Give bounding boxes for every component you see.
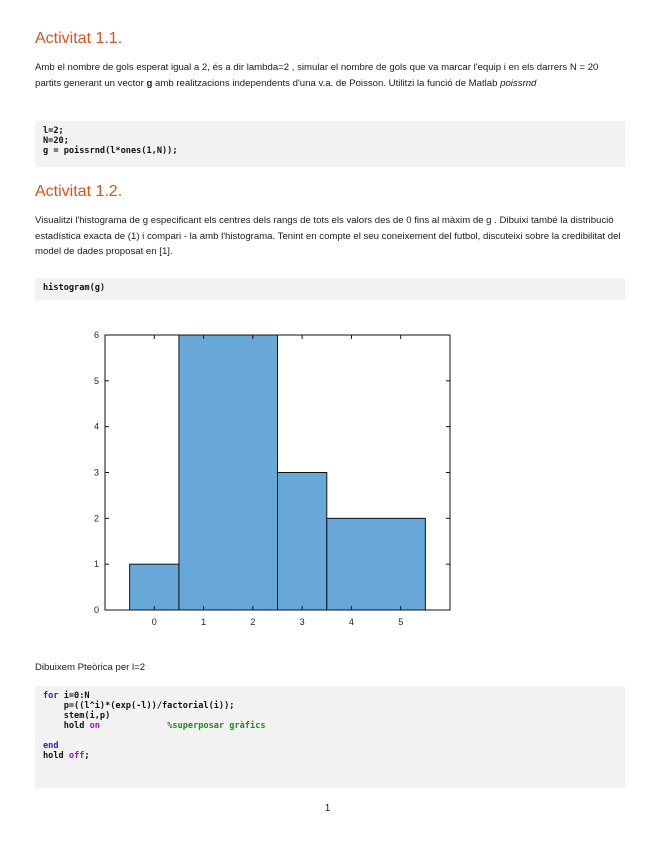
code-line: [43, 691, 617, 701]
code-text: hold: [43, 751, 69, 761]
code-block-1: [35, 121, 625, 167]
code-text: stem(i,p): [43, 711, 111, 721]
code-line: histogram(g): [43, 283, 106, 293]
code-block-2: [35, 278, 625, 300]
code-line: [43, 731, 617, 741]
histogram-bar-0: [130, 564, 179, 610]
code-text: p=((l^i)*(exp(-l))/factorial(i));: [43, 701, 235, 711]
x-tick-label: 4: [348, 617, 354, 627]
code-keyword: for: [43, 691, 59, 701]
x-tick-label: 2: [250, 617, 256, 627]
activity-1-1-text: [35, 60, 625, 91]
code-keyword: off: [68, 751, 85, 761]
figure-caption: Dibuixem Pteòrica per l=2: [35, 662, 146, 673]
code-text: i=0:N: [58, 691, 90, 701]
bold-vector-name: g: [146, 77, 153, 89]
code-comment: %superposar gràfics: [167, 721, 266, 731]
histogram-bar-3: [327, 518, 426, 610]
y-tick-label: 0: [93, 605, 99, 615]
code-text: hold: [43, 721, 90, 731]
code-line: l=2;: [43, 126, 64, 136]
x-tick-label: 3: [299, 617, 305, 627]
code-text: ;: [84, 751, 90, 761]
code-text: [100, 721, 167, 731]
section-heading-1-1: Activitat 1.1.: [35, 30, 123, 47]
y-tick-label: 1: [93, 559, 99, 570]
code-line: [43, 741, 617, 751]
code-line: [43, 721, 617, 731]
code-line: [43, 701, 617, 711]
code-keyword: end: [43, 741, 59, 751]
text-part: Amb el nombre de gols esperat igual a 2, és a dir lambda=2 , simular el nombre de gols que va marcar l'equip i en els darrers N = 20 partits generant un vector: [35, 62, 599, 89]
histogram-bar-1: [179, 335, 278, 610]
x-tick-label: 0: [151, 617, 157, 627]
histogram-chart: [60, 325, 480, 635]
text-part: amb realitzacions independents d'una v.a. de Poisson. Utilitzi la funció de Matlab: [152, 77, 501, 89]
histogram-bar-2: [278, 473, 327, 611]
function-name: poissrnd: [500, 77, 537, 89]
page-number: 1: [324, 803, 331, 814]
y-tick-label: 2: [93, 513, 99, 524]
y-tick-label: 5: [93, 375, 99, 386]
code-line: [43, 751, 617, 761]
activity-1-2-text: Visualitzi l'histograma de g especificant els centres dels rangs de tots els valors des de 0 fins al màxim de g . Dibuixi també la distribució estadística exacta de (1) i compari - la amb l'histograma. Tenint en compte el seu coneixement del futbol, discuteixi sobre la credibilitat del model de dades proposat en [1].: [35, 215, 621, 257]
code-line: [43, 711, 617, 721]
x-tick-label: 5: [398, 617, 404, 627]
code-line: N=20;: [43, 136, 69, 146]
y-tick-label: 4: [93, 421, 99, 432]
y-tick-label: 6: [93, 330, 99, 340]
x-tick-label: 1: [201, 617, 207, 627]
code-keyword: on: [89, 721, 100, 731]
code-line: g = poissrnd(l*ones(1,N));: [43, 146, 178, 156]
y-tick-label: 3: [93, 467, 99, 478]
section-heading-1-2: Activitat 1.2.: [35, 183, 123, 200]
code-block-3: [35, 686, 625, 788]
